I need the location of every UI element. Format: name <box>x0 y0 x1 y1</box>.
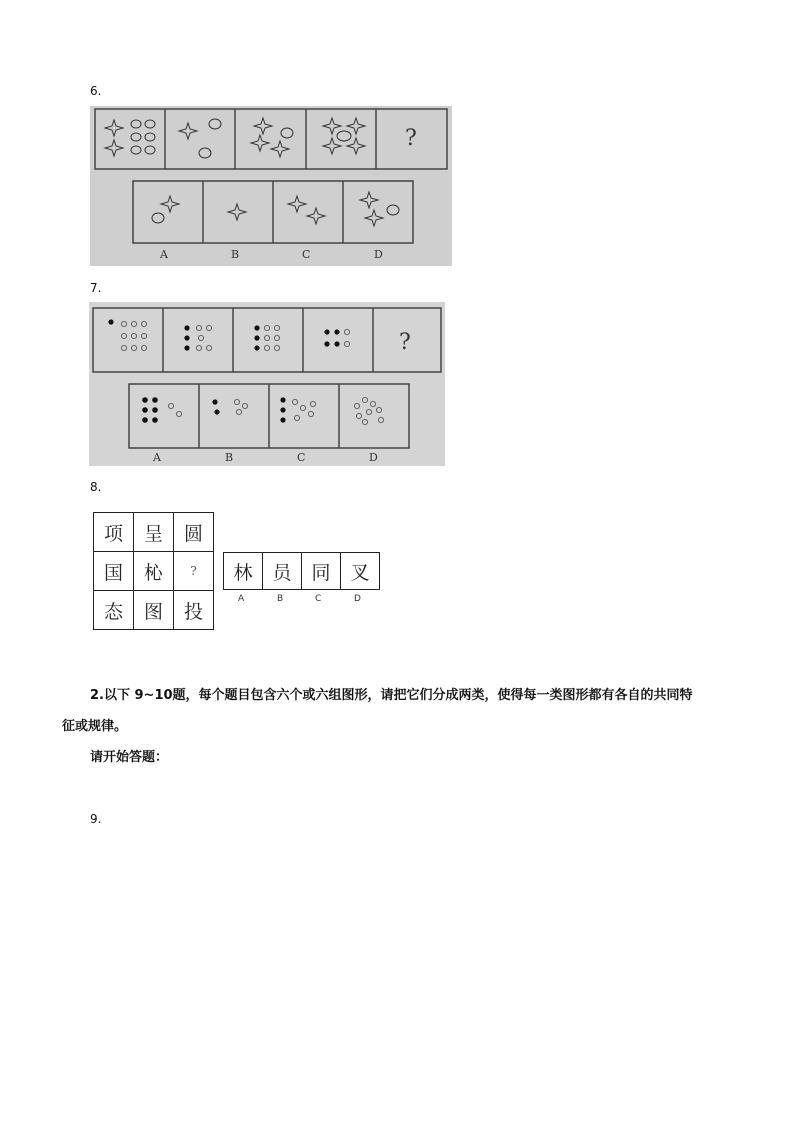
question-7-figure <box>89 302 445 466</box>
question-7-question-mark: ? <box>399 330 411 355</box>
question-7-option-b-label: B <box>225 451 234 464</box>
question-8-number: 8. <box>90 480 102 494</box>
question-8-option-c-label: C <box>315 594 322 604</box>
grid-cell: 圆 <box>174 513 214 552</box>
question-8-option-d-label: D <box>354 594 361 604</box>
question-8-option-a-label: A <box>238 594 245 604</box>
question-7-number: 7. <box>90 281 102 295</box>
grid-question-mark: ? <box>174 552 214 591</box>
option-a-character: 林 <box>224 553 263 590</box>
question-8-grid <box>93 512 214 630</box>
question-6-option-a-label: A <box>160 248 168 261</box>
question-7-option-c-label: C <box>297 451 306 464</box>
grid-cell: 图 <box>134 591 174 630</box>
option-d-character: 叉 <box>341 553 380 590</box>
question-8-option-b-label: B <box>277 594 284 604</box>
grid-cell: 态 <box>94 591 134 630</box>
question-6-figure <box>90 106 452 266</box>
grid-cell: 杺 <box>134 552 174 591</box>
grid-cell: 国 <box>94 552 134 591</box>
section-2-instruction-line-1: 2.以下 9~10题，每个题目包含六个或六组图形，请把它们分成两类，使得每一类图形都有各自的共同特 <box>90 688 693 703</box>
grid-cell: 投 <box>174 591 214 630</box>
question-7-option-a-label: A <box>153 451 161 464</box>
question-6-number: 6. <box>90 84 102 98</box>
question-8-options <box>223 552 380 590</box>
question-6-option-b-label: B <box>231 248 240 261</box>
start-answering-label: 请开始答题： <box>90 750 169 765</box>
question-7-svg <box>89 302 445 466</box>
question-6-svg <box>90 106 452 266</box>
question-7-option-d-label: D <box>369 451 378 464</box>
question-9-number: 9. <box>90 812 102 826</box>
option-b-character: 员 <box>263 553 302 590</box>
grid-cell: 呈 <box>134 513 174 552</box>
question-6-question-mark: ? <box>405 126 417 151</box>
option-c-character: 同 <box>302 553 341 590</box>
section-2-instruction-line-2: 征或规律。 <box>62 719 128 734</box>
grid-cell: 项 <box>94 513 134 552</box>
question-6-option-d-label: D <box>374 248 383 261</box>
question-6-option-c-label: C <box>302 248 311 261</box>
